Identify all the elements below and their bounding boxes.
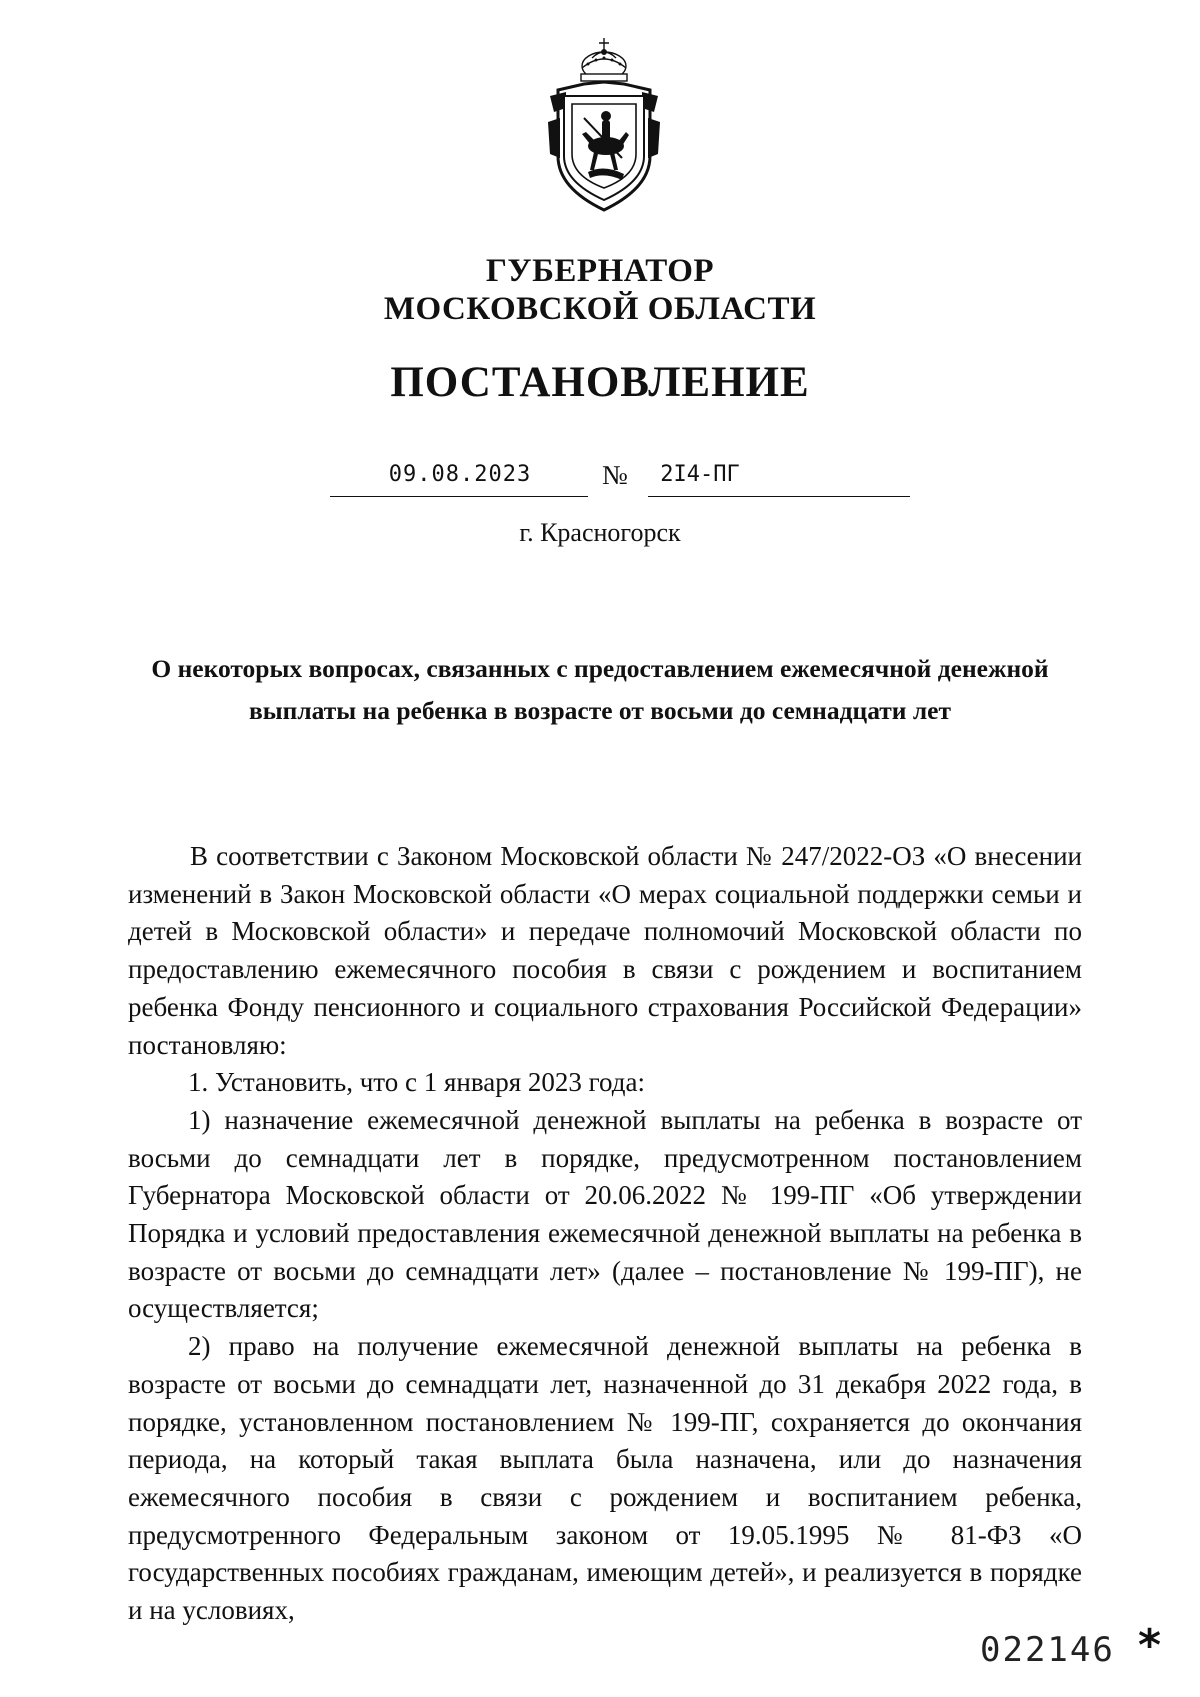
clause-1-sub-1: 1) назначение ежемесячной денежной выплаты на ребенка в возрасте от восьми до семнадцати лет в порядке, предусмотренном постановлением Губернатора Московской области от 20.06.2022 № 199-ПГ «Об утверждении Порядка и условий предоставления ежемесячной денежной выплаты на ребенка в возрасте от восьми до семнадцати лет» (далее – постановление № 199-ПГ), не осуществляется; [128,1104,1082,1324]
preamble-paragraph: В соответствии с Законом Московской области № 247/2022-ОЗ «О внесении изменений в Закон Московской области «О мерах социальной поддержки семьи и детей в Московской области» и передаче полномочий Московской области по предоставлению ежемесячного пособия в связи с рождением и воспитанием ребенка Фонду пенсионного и социального страхования Российской Федерации» постановляю: [128,841,1082,1060]
authority-title-line2: МОСКОВСКОЙ ОБЛАСТИ [383,291,817,327]
date-underline [330,496,588,497]
document-body [128,838,1082,1630]
document-number: 2I4-ПГ [660,462,740,487]
document-type: ПОСТАНОВЛЕНИЕ [390,359,810,406]
document-date: 09.08.2023 [388,462,532,487]
date-number-line [330,460,910,500]
clause-1-sub-2: 2) право на получение ежемесячной денежной выплаты на ребенка в возрасте от восьми до семнадцати лет, назначенной до 31 декабря 2022 года, в порядке, установленном постановлением № 199-ПГ, сохраняется до окончания периода, на который такая выплата была назначена, или до назначения ежемесячного пособия в связи с рождением и воспитанием ребенка, предусмотренного Федеральным законом от 19.05.1995 № 81-ФЗ «О государственных пособиях гражданам, имеющим детей», и реализуется в порядке и на условиях, [128,1331,1082,1626]
city-of-issue: г. Красногорск [519,518,681,547]
authority-title-line1: ГУБЕРНАТОР [485,253,715,289]
clause-1: 1. Установить, что с 1 января 2023 года: [188,1067,645,1098]
number-sign: № [602,460,628,490]
asterisk-mark: * [1138,1620,1162,1671]
number-underline [648,496,910,497]
coat-of-arms-emblem [544,38,664,214]
document-title: О некоторых вопросах, связанных с предоставлением ежемесячной денежной выплаты на ребенка в возрасте от восьми до семнадцати лет [151,654,1049,725]
serial-number: 022146 [980,1630,1115,1670]
